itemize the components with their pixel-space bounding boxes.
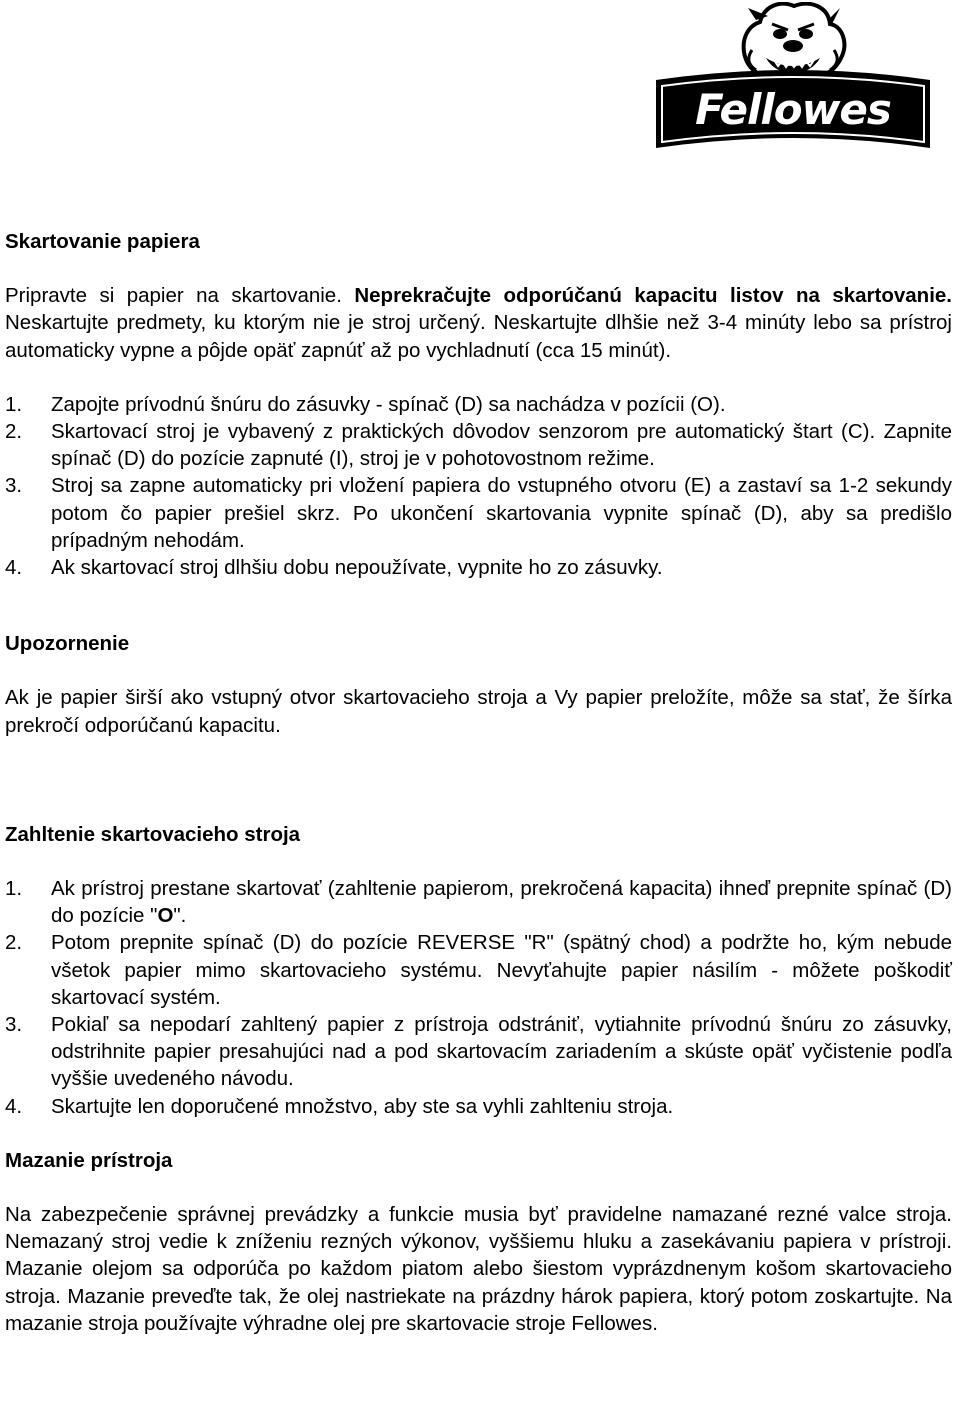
list-item xyxy=(5,391,952,418)
intro-warning-bold: Neprekračujte odporúčanú kapacitu listov na skartovanie. xyxy=(354,284,952,308)
list-number: 2. xyxy=(5,931,23,955)
list-item xyxy=(5,418,952,472)
jam-steps xyxy=(5,875,952,1120)
shredding-intro xyxy=(5,282,952,364)
list-number: 1. xyxy=(5,392,23,416)
list-text: Ak skartovací stroj dlhšiu dobu nepoužívate, vypnite ho zo zásuvky. xyxy=(51,556,663,580)
list-text: Pokiaľ sa nepodarí zahltený papier z prístroja odstrániť, vytiahnite prívodnú šnúru zo zásuvky, odstrihnite papier presahujúci nad a pod skartovacím zariadením a skúste opäť vyčistenie podľa vyššie uvedeného návodu. xyxy=(51,1013,952,1091)
fellowes-logo xyxy=(652,2,934,154)
list-item xyxy=(5,929,952,1011)
section-title-lubrication: Mazanie prístroja xyxy=(5,1148,173,1172)
list-item xyxy=(5,1093,952,1120)
section-title-jam: Zahltenie skartovacieho stroja xyxy=(5,822,301,846)
list-item xyxy=(5,1011,952,1093)
list-number: 3. xyxy=(5,1013,23,1037)
position-o-bold: O xyxy=(157,904,174,928)
list-number: 3. xyxy=(5,474,23,498)
section-title-warning: Upozornenie xyxy=(5,632,130,656)
list-number: 2. xyxy=(5,420,23,444)
list-text: Potom prepnite spínač (D) do pozície REVERSE "R" (spätný chod) a podržte ho, kým nebude všetok papier mimo skartovacieho systému. Nevyťahujte papier násilím - môžete poškodiť skartovací systém. xyxy=(51,931,952,1009)
intro-text-2: Neskartujte predmety, ku ktorým nie je stroj určený. Neskartujte dlhšie než 3-4 minúty lebo sa prístroj automaticky vypne a pôjde opäť zapnúť až po vychladnutí (cca 15 minút). xyxy=(5,311,952,362)
list-text: Skartujte len doporučené množstvo, aby ste sa vyhli zahlteniu stroja. xyxy=(51,1094,674,1118)
list-item xyxy=(5,875,952,929)
list-text-end: ". xyxy=(173,904,187,928)
bulldog-icon xyxy=(744,4,845,78)
brand-text: Fellowes xyxy=(695,85,891,134)
document-body xyxy=(5,228,952,1337)
list-number: 4. xyxy=(5,556,23,580)
intro-text-1: Pripravte si papier na skartovanie. xyxy=(5,284,355,308)
list-text: Ak prístroj prestane skartovať (zahltenie papierom, prekročená kapacita) ihneď prepnite spínač (D) do pozície " xyxy=(51,877,952,928)
list-text: Skartovací stroj je vybavený z praktických dôvodov senzorom pre automatický štart (C). Zapnite spínač (D) do pozície zapnuté (I), stroj je v pohotovostnom režime. xyxy=(51,420,952,471)
list-number: 1. xyxy=(5,877,23,901)
shredding-steps xyxy=(5,391,952,581)
section-title-shredding: Skartovanie papiera xyxy=(5,230,200,253)
list-text: Zapojte prívodnú šnúru do zásuvky - spínač (D) sa nachádza v pozícii (O). xyxy=(51,392,726,416)
list-text: Stroj sa zapne automaticky pri vložení papiera do vstupného otvoru (E) a zastaví sa 1-2 sekundy potom čo papier prešiel skrz. Po ukončení skartovania vypnite spínač (D), aby sa predišlo prípadným nehodám. xyxy=(51,474,952,552)
list-number: 4. xyxy=(5,1094,23,1118)
list-item xyxy=(5,554,952,581)
warning-text: Ak je papier širší ako vstupný otvor skartovacieho stroja a Vy papier preložíte, môže sa stať, že šírka prekročí odporúčanú kapacitu. xyxy=(5,686,952,737)
list-item xyxy=(5,472,952,554)
lubrication-text: Na zabezpečenie správnej prevádzky a funkcie musia byť pravidelne namazané rezné valce stroja. Nemazaný stroj vedie k zníženiu rezných výkonov, vyššiemu hluku a zasekávaniu papiera v prístroji. Mazanie olejom sa odporúča po každom piatom alebo šiestom vyprázdnenym košom skartovacieho stroja. Mazanie preveďte tak, že olej nastriekate na prázdny hárok papiera, ktorý potom zoskartujte. Na mazanie stroja používajte výhradne olej pre skartovacie stroje Fellowes. xyxy=(5,1203,952,1335)
